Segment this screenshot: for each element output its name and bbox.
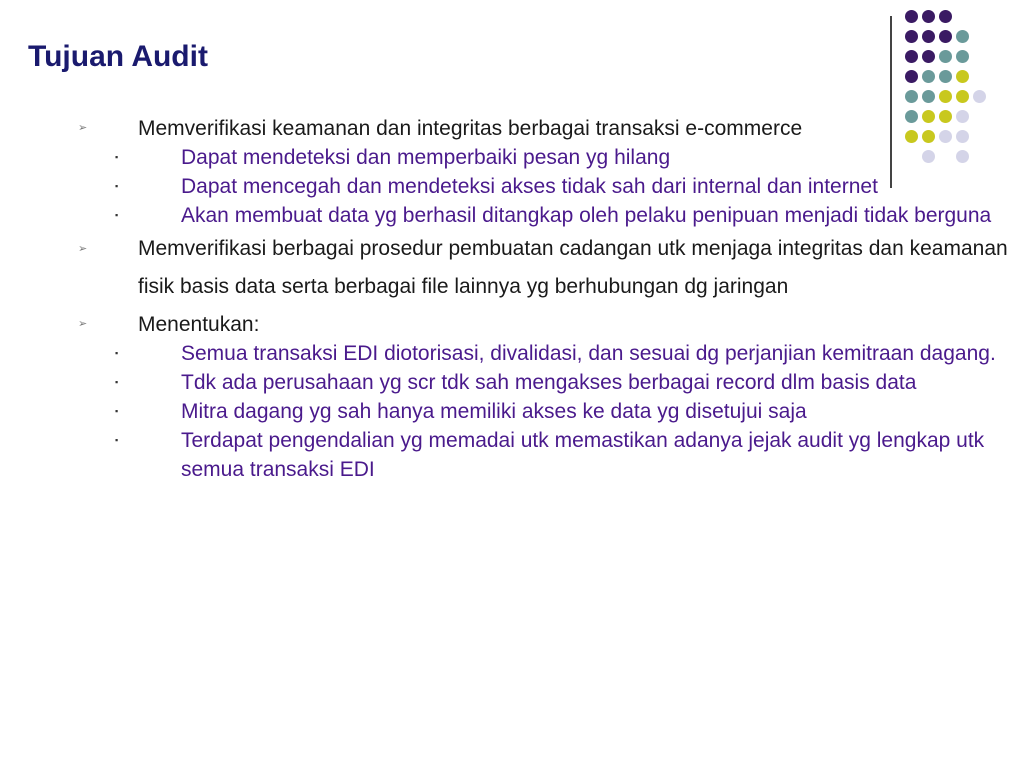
decor-dot xyxy=(939,10,952,23)
decor-dot xyxy=(922,10,935,23)
decor-dot xyxy=(905,90,918,103)
sub-bullet-item xyxy=(0,397,1024,426)
sub-bullet-text: Mitra dagang yg sah hanya memiliki akses ke data yg disetujui saja xyxy=(181,400,807,423)
decor-dot xyxy=(905,70,918,83)
sub-bullet-text: Dapat mendeteksi dan memperbaiki pesan yg hilang xyxy=(181,146,671,169)
sub-bullet-text: Tdk ada perusahaan yg scr tdk sah mengakses berbagai record dlm basis data xyxy=(181,371,917,394)
decor-dot xyxy=(939,70,952,83)
decor-dot xyxy=(956,70,969,83)
sub-bullet-item xyxy=(0,172,1024,201)
sub-bullet-item xyxy=(0,368,1024,397)
sub-bullet-item xyxy=(0,143,1024,172)
square-bullet-icon: ▪ xyxy=(115,181,119,191)
arrow-bullet-icon: ➢ xyxy=(78,122,88,134)
bullet-item xyxy=(0,310,1024,339)
square-bullet-icon: ▪ xyxy=(115,210,119,220)
decor-dot xyxy=(922,30,935,43)
sub-bullet-item xyxy=(0,426,1024,484)
decor-dot xyxy=(922,70,935,83)
decor-dot xyxy=(956,50,969,63)
decor-dot xyxy=(939,90,952,103)
sub-bullet-item xyxy=(0,201,1024,230)
sub-bullet-item xyxy=(0,339,1024,368)
decor-dot xyxy=(922,50,935,63)
arrow-bullet-icon: ➢ xyxy=(78,243,88,255)
bullet-text: Memverifikasi keamanan dan integritas berbagai transaksi e-commerce xyxy=(138,117,803,140)
decor-dot xyxy=(939,30,952,43)
square-bullet-icon: ▪ xyxy=(115,435,119,445)
bullet-item xyxy=(0,114,1024,143)
decor-dot xyxy=(973,90,986,103)
decor-dot xyxy=(922,90,935,103)
sub-bullet-text: Semua transaksi EDI diotorisasi, divalidasi, dan sesuai dg perjanjian kemitraan dagang. xyxy=(181,342,996,365)
sub-bullet-text: Dapat mencegah dan mendeteksi akses tidak sah dari internal dan internet xyxy=(181,175,878,198)
decor-dot xyxy=(939,50,952,63)
decor-dot xyxy=(905,10,918,23)
sub-bullet-text: Terdapat pengendalian yg memadai utk memastikan adanya jejak audit yg lengkap utk semua transaksi EDI xyxy=(181,429,985,481)
bullet-list xyxy=(0,114,1024,484)
arrow-bullet-icon: ➢ xyxy=(78,318,88,330)
square-bullet-icon: ▪ xyxy=(115,406,119,416)
decor-dot xyxy=(956,30,969,43)
decor-dot xyxy=(905,50,918,63)
square-bullet-icon: ▪ xyxy=(115,152,119,162)
bullet-text: Menentukan: xyxy=(138,313,260,336)
sub-bullet-text: Akan membuat data yg berhasil ditangkap oleh pelaku penipuan menjadi tidak berguna xyxy=(181,204,992,227)
square-bullet-icon: ▪ xyxy=(115,377,119,387)
decor-dot xyxy=(956,90,969,103)
bullet-text: Memverifikasi berbagai prosedur pembuatan cadangan utk menjaga integritas dan keamanan fisik basis data serta berbagai file lainnya yg berhubungan dg jaringan xyxy=(138,237,1008,298)
bullet-item xyxy=(0,230,1024,306)
decor-dot xyxy=(905,30,918,43)
square-bullet-icon: ▪ xyxy=(115,348,119,358)
slide-title: Tujuan Audit xyxy=(28,40,208,73)
